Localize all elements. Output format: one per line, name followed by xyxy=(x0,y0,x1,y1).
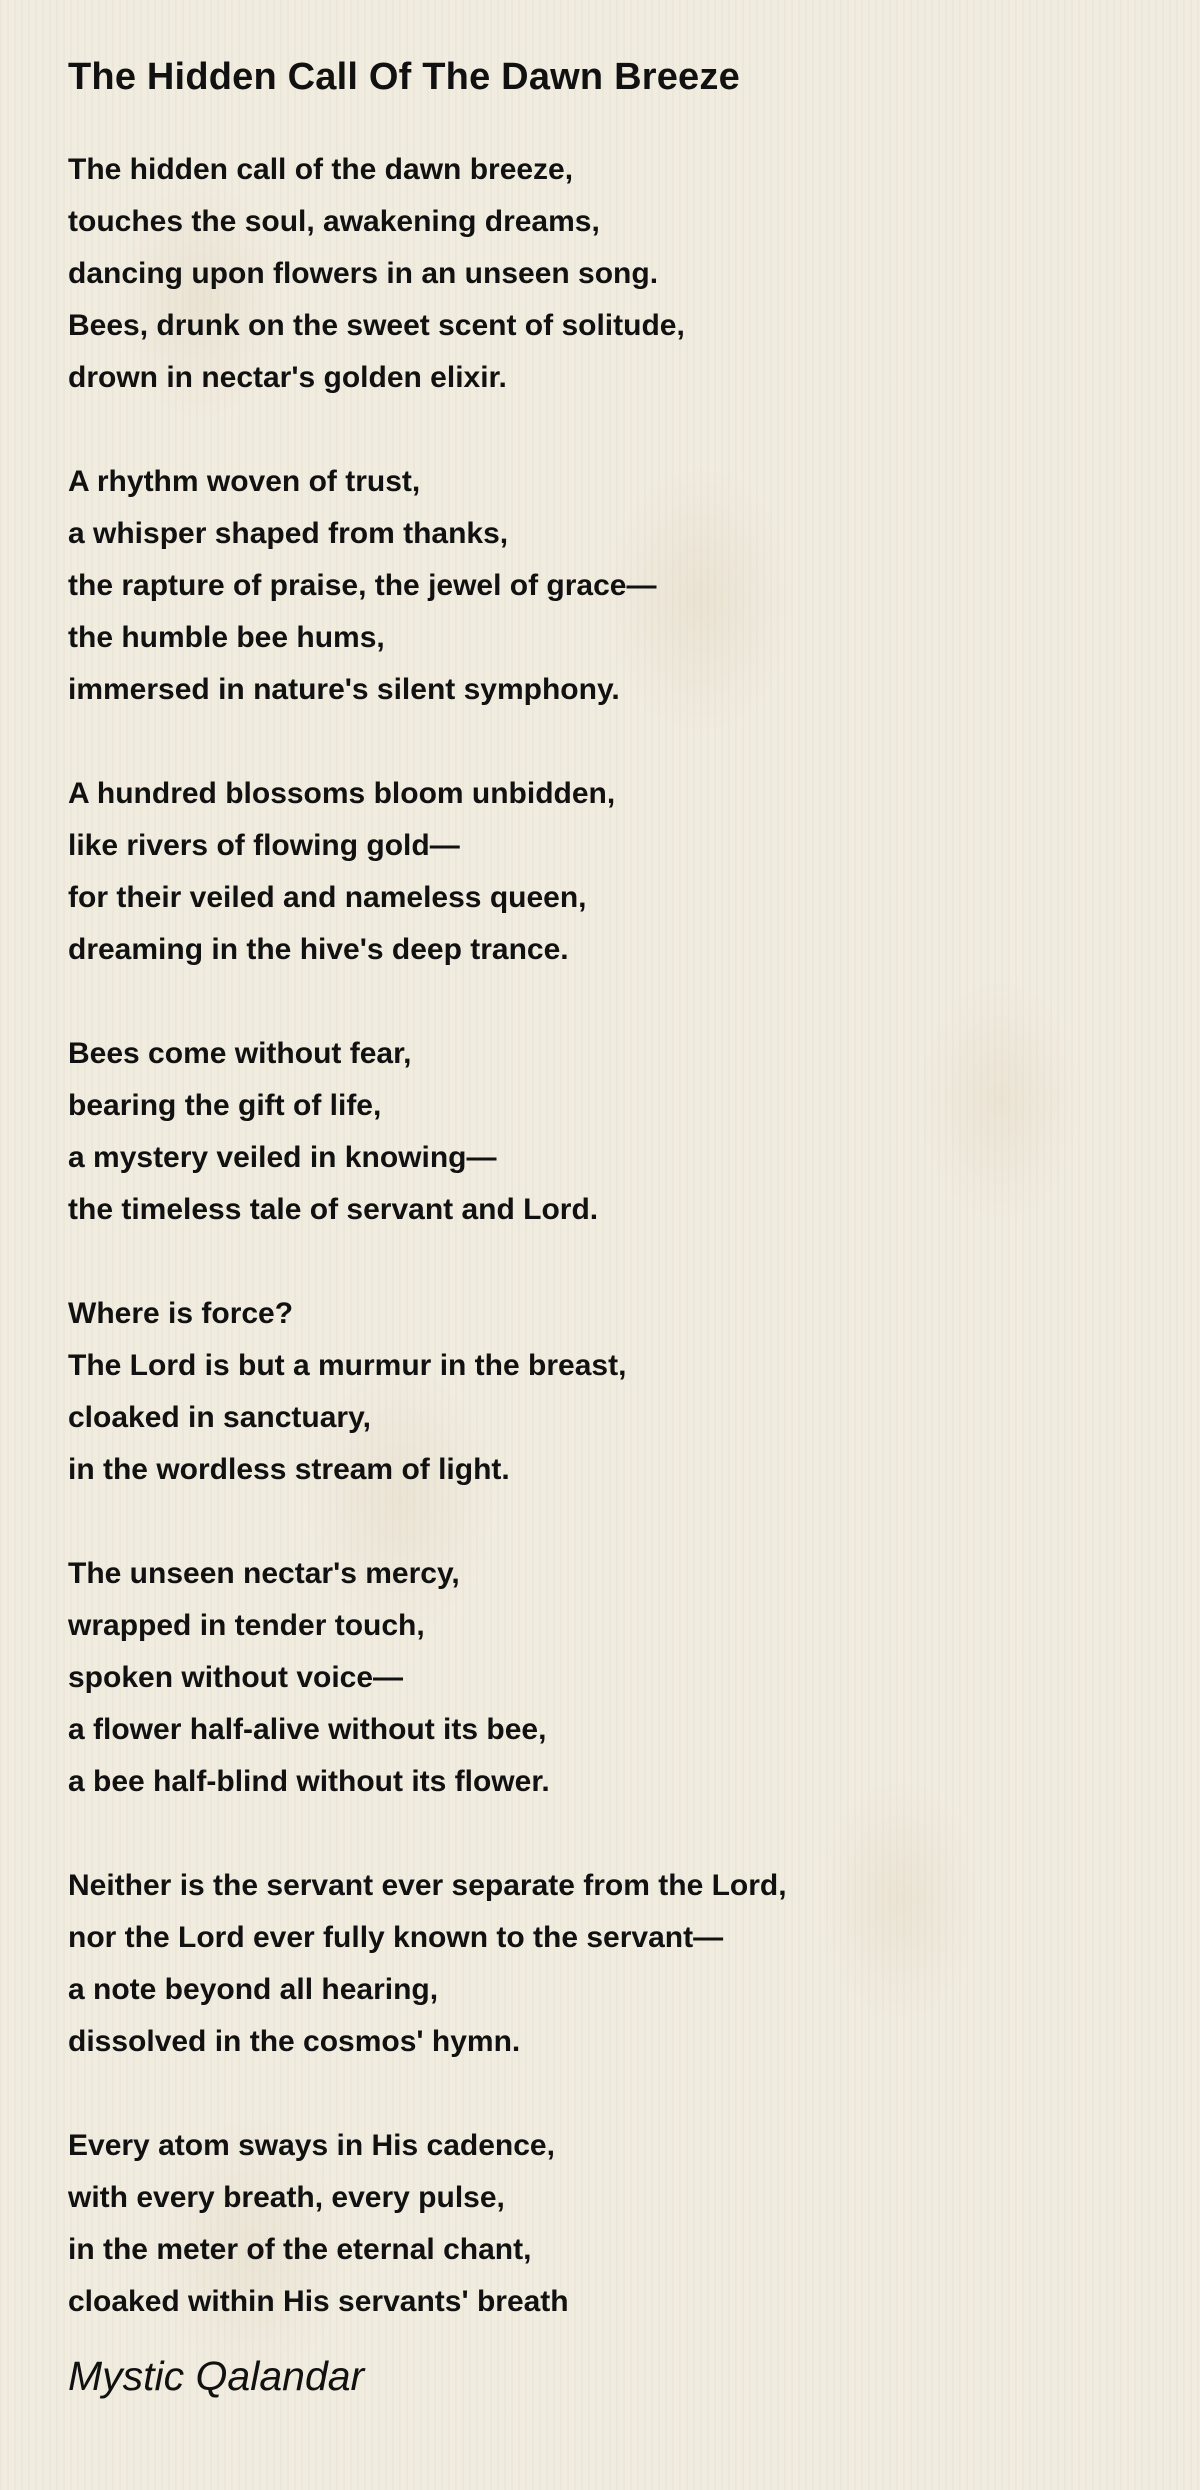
poem-line: Every atom sways in His cadence, xyxy=(68,2129,555,2162)
stanza-1 xyxy=(68,144,1200,404)
poem-line: a flower half-alive without its bee, xyxy=(68,1713,547,1746)
poem-line: spoken without voice— xyxy=(68,1661,404,1694)
poem-body xyxy=(68,144,1200,2328)
poem-line: Bees, drunk on the sweet scent of solitude, xyxy=(68,309,685,342)
poem-line: bearing the gift of life, xyxy=(68,1089,382,1122)
poem-line: wrapped in tender touch, xyxy=(68,1609,425,1642)
poem-line: nor the Lord ever fully known to the servant— xyxy=(68,1921,724,1954)
poem-line: Neither is the servant ever separate from the Lord, xyxy=(68,1869,787,1902)
stanza-3 xyxy=(68,768,1200,976)
poem-line: a bee half-blind without its flower. xyxy=(68,1765,550,1798)
poem-line: the timeless tale of servant and Lord. xyxy=(68,1193,599,1226)
poem-title: The Hidden Call Of The Dawn Breeze xyxy=(68,56,740,98)
poem-line: in the meter of the eternal chant, xyxy=(68,2233,532,2266)
poem-line: drown in nectar's golden elixir. xyxy=(68,361,507,394)
poem-line: Where is force? xyxy=(68,1297,294,1330)
poem-line: A hundred blossoms bloom unbidden, xyxy=(68,777,616,810)
poem-line: a mystery veiled in knowing— xyxy=(68,1141,497,1174)
poem-line: The Lord is but a murmur in the breast, xyxy=(68,1349,627,1382)
poem-line: a note beyond all hearing, xyxy=(68,1973,439,2006)
poem-line: The hidden call of the dawn breeze, xyxy=(68,153,574,186)
stanza-4 xyxy=(68,1028,1200,1236)
poem-line: cloaked within His servants' breath xyxy=(68,2285,569,2318)
poem-line: with every breath, every pulse, xyxy=(68,2181,505,2214)
poem-line: the rapture of praise, the jewel of grace— xyxy=(68,569,657,602)
poem-line: like rivers of flowing gold— xyxy=(68,829,460,862)
stanza-6 xyxy=(68,1548,1200,1808)
poem-line: for their veiled and nameless queen, xyxy=(68,881,587,914)
stanza-7 xyxy=(68,1860,1200,2068)
poem-author: Mystic Qalandar xyxy=(68,2353,365,2399)
poem-line: in the wordless stream of light. xyxy=(68,1453,510,1486)
poem-line: touches the soul, awakening dreams, xyxy=(68,205,600,238)
stanza-8 xyxy=(68,2120,1200,2328)
poem-line: cloaked in sanctuary, xyxy=(68,1401,371,1434)
poem-line: dreaming in the hive's deep trance. xyxy=(68,933,569,966)
poem-line: a whisper shaped from thanks, xyxy=(68,517,509,550)
stanza-5 xyxy=(68,1288,1200,1496)
poem-line: Bees come without fear, xyxy=(68,1037,412,1070)
stanza-2 xyxy=(68,456,1200,716)
poem-line: the humble bee hums, xyxy=(68,621,385,654)
poem-line: immersed in nature's silent symphony. xyxy=(68,673,620,706)
poem-line: dancing upon flowers in an unseen song. xyxy=(68,257,659,290)
poem-line: A rhythm woven of trust, xyxy=(68,465,421,498)
poem-line: dissolved in the cosmos' hymn. xyxy=(68,2025,521,2058)
poem-line: The unseen nectar's mercy, xyxy=(68,1557,460,1590)
